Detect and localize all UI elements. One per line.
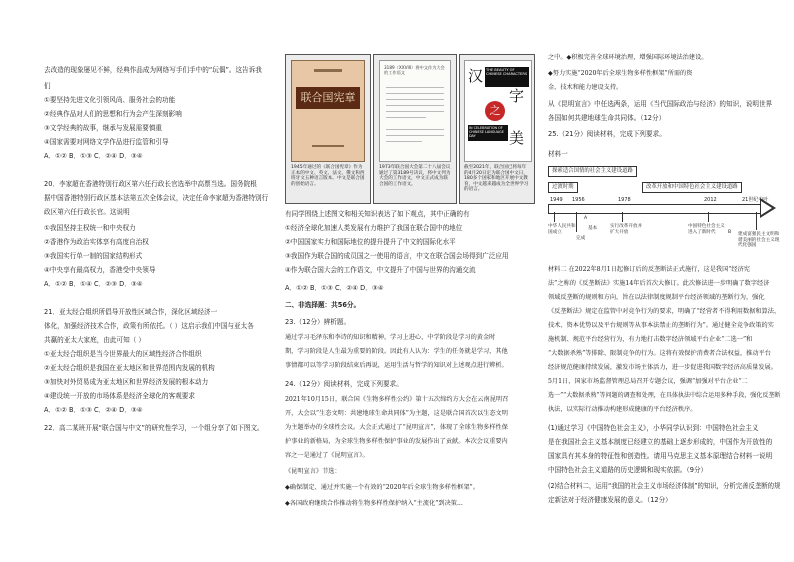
timeline-label: 基本 <box>588 226 598 231</box>
timeline-box-transition: 过渡时期 <box>548 182 578 193</box>
option-line: ①我国坚持主权统一和中央权力 <box>44 224 136 232</box>
option-line: ①经济全球化加速人类发展有力维护了我国在联合国中的地位 <box>285 224 463 232</box>
option-line: ②中国国家实力和国际地位的提升提升了中文的国际化水平 <box>285 238 456 246</box>
option-line: ④中央享有最高权力，香港受中央领导 <box>44 266 156 274</box>
text-line: 共赢的亚太大家庭，由此可知（ ） <box>44 336 146 344</box>
text-line: “大数据杀熟”等排除、限制竞争的行为。这将有效保护消费者合法权益，推动平台 <box>548 350 771 357</box>
option-line: ②亚太经合组织是我国在亚太地区和世界范围内发展的机构 <box>44 364 215 372</box>
option-line: ①要坚持先进文化引领风尚、服务社会的功能 <box>44 96 176 104</box>
language-day-poster <box>464 60 532 162</box>
question-23: 23.（12分）辨析题。 <box>285 318 351 326</box>
timeline-year: 1978 <box>618 197 631 203</box>
poster-char-zhi: 之 <box>485 101 505 121</box>
text-line: 是在我国社会主义基本制度已经建立的基础上逐步形成的，中国作为开放性的 <box>548 438 773 446</box>
poster-char-han: 汉 <box>468 67 484 85</box>
material-two: 材料二 在2022年8月1日起修订后的反垄断法正式施行，这是我国“经济宪 <box>548 266 750 273</box>
text-line: 各国如何共建地球生命共同体。（12分） <box>548 114 666 122</box>
text-line: 定新法对于经济健康发展的意义。（12分） <box>548 496 672 504</box>
text-line: 从《昆明宣言》中任选两条，运用《当代国际政治与经济》的知识，说明世界 <box>548 100 773 108</box>
text-line: 技术、资本优势以及平台规则等从事本法禁止的垄断行为”。通过健全竞争政策的实 <box>548 322 774 329</box>
option-line: ③我国实行单一制的国家结构形式 <box>44 252 143 260</box>
text-line: ◆各国政府继续合作推动将生物多样性保护纳入“主流化”到决策... <box>285 500 463 507</box>
text-line: 经济规范健康持续发展，激发市场主体活力，进一步促进我国数字经济高质量发展。 <box>548 364 777 371</box>
figure-resolution-3189 <box>373 54 457 204</box>
resolution-heading: 3189（XXVIII）将中文作为大会的工作语文 <box>384 65 445 76</box>
option-line: ③加快对外贸易成为亚太地区和世界经济发展的根本动力 <box>44 378 209 386</box>
option-line: ③我国作为联合国的成员国之一使用的语言，中文在联合国会场得到广泛应用 <box>285 252 509 260</box>
text-line: 执法，以实际行动推动构建形成健康的平台经济秩序。 <box>548 406 697 413</box>
option-line: ②香港作为政治实体享有高度自治权 <box>44 238 149 246</box>
timeline-label: 中国特色社会主义进入了新时代 <box>688 224 725 235</box>
section-heading: 二、非选择题：共56分。 <box>285 301 361 309</box>
timeline-arrow-shaft <box>548 204 763 214</box>
text-line: 中国特色社会主义道路的历史逻辑和现实依据。（9分） <box>548 466 708 474</box>
text-line: 去改造的现象屡见不鲜，经典作品成为网络写手们手中的“玩偶”。这告诉我 <box>44 66 262 74</box>
timeline-year: 1956 <box>572 197 585 203</box>
question-22-stem: 有同学围绕上述图文和相关知识表达了如下观点，其中正确的有 <box>285 210 470 218</box>
timeline-box-explore: 探索适合国情的社会主义建设道路 <box>548 166 637 177</box>
timeline-label: 实行改革开放并扩大开放 <box>610 224 643 235</box>
figure-un-charter <box>285 54 371 204</box>
text-line: 体化，加强经济技术合作，政策有所依托。（ ）这启示我们中国与亚太各 <box>44 322 254 330</box>
text-line: 据中国香港特别行政区基本法第五次全体会议，决定任命李家超为香港特别行 <box>44 194 269 202</box>
poster-char-mei: 美 <box>509 129 525 147</box>
text-line: 通过学习毛泽东和李诗的知识和精神，学习上进心，中学阶段是学习的黄金时 <box>285 334 496 341</box>
timeline-label: A <box>584 216 588 221</box>
charter-book-image <box>291 60 365 162</box>
question-21: 21．亚太经合组织所倡导开放性区域合作，深化区域经济一 <box>44 308 218 316</box>
timeline-box-reform: 改革开放和中国特色社会主义建设道路 <box>642 182 742 193</box>
timeline-year: 2012 <box>704 197 717 203</box>
sub-question-1: (1)通过学习《中国特色社会主义》，小华同学认识到：中国特色社会主义 <box>548 424 759 432</box>
text-line: 政区第六任行政长官。这说明 <box>44 208 130 216</box>
text-line: 之中。◆积极完善全球环境治理，增强国际环境法治建设。 <box>548 54 708 61</box>
text-line: ◆确保制定、通过并实施一个有效的“2020年后全球生物多样性框架”。 <box>285 484 479 491</box>
question-25: 25.（21分）阅读材料，完成下列要求。 <box>548 130 666 138</box>
text-line: 金、技术和能力建设支持。 <box>548 84 623 91</box>
text-line: 护事业的新格局，为全球生物多样性保护事业的发展作出了贡献。本次会议重要内 <box>285 438 508 445</box>
text-line: ◆努力实施“2020年后全球生物多样性框架”所需的资 <box>548 70 693 77</box>
question-24: 24.（12分）阅读材料，完成下列要求。 <box>285 380 403 388</box>
poster-en2-box: IN CELEBRATION OF CHINESE LANGUAGE DAY <box>468 125 508 141</box>
text-line: 为主题举办的全球性会议。大会正式通过了“昆明宣言”，体现了全球生物多样性保 <box>285 424 508 431</box>
answer-choices: A．①② B．①④ C．②③ D．③④ <box>44 280 143 288</box>
figure-caption: 1945年通过的《联合国宪章》作为正本的中文、英文、法文、俄文和西班牙文五种语言版本。中文是联合国的创始语言。 <box>291 165 365 187</box>
text-line: 《昆明宣言》节选： <box>285 468 341 475</box>
timeline-label: B <box>728 230 732 235</box>
poster-char-zi: 字 <box>509 87 525 105</box>
timeline-year: 1949 <box>550 197 563 203</box>
question-20: 20．李家超在香港特别行政区第六任行政长官选举中高票当选。国务院根 <box>44 180 257 188</box>
answer-choices: A．①② B．①③ C．②④ D．③④ <box>44 152 143 160</box>
timeline-label: 中华人民共和国成立 <box>548 224 576 235</box>
column-3 <box>548 0 780 562</box>
text-line: 开，大会以“生态文明：共建地球生命共同体”为主题，这是联合国首次以生态文明 <box>285 410 508 417</box>
poster-en-box: THE BEAUTY OF CHINESE CHARACTERS <box>485 67 529 87</box>
text-line: 《反垄断法》规定在监管中对竞争行为的要求，明确了“经营者不得利用数据和算法、 <box>548 308 781 315</box>
figure-caption: 1973年联合国大会第二十八届会议通过了第3189号决议，将中文列为大会的工作语文，中文正式成为联合国的工作语文。 <box>379 165 451 187</box>
text-line: 国家具有其本身的特征性和创造性。请用马克思主义基本原理结合材料一说明 <box>548 452 773 460</box>
sub-question-2: (2)结合材料二，运用“我国的社会主义市场经济体制”的知识，分析完善反垄断的规 <box>548 482 781 490</box>
column-1 <box>44 0 274 562</box>
option-line: ②经典作品对人们的思想和行为会产生深刻影响 <box>44 110 182 118</box>
text-line: 领域反垄断的规则和方向，旨在以法律制度规制平台经济领域的垄断行为，强化 <box>548 294 765 301</box>
question-22: 22．高二某班开展“联合国与中文”的研究性学习，一个组分享了如下图文。 <box>44 424 264 432</box>
text-line: 期，学习阶段是人生最为重要的阶段。因此有人认为：学生的任务就是学习，其他 <box>285 348 508 355</box>
figure-chinese-language-day <box>459 54 535 204</box>
charter-title: 联合国宪章 <box>296 87 360 109</box>
timeline-year: 21世纪中叶 <box>742 197 769 203</box>
text-line: 容之一是通过了《昆明宣言》。 <box>285 452 369 459</box>
option-line: ③文学经典的故事，继承与发展需要慎重 <box>44 124 163 132</box>
text-line: 2021年10月15日，联合国《生物多样性公约》第十五次缔约方大会在云南昆明召 <box>285 396 509 403</box>
timeline-label: 建成富强民主文明和谐美丽的社会主义现代化强国 <box>738 232 780 249</box>
answer-choices: A．①② B．①③ C．②④ D．③④ <box>285 284 384 292</box>
timeline-diagram <box>548 166 780 262</box>
answer-choices: A．①② B．①③ C．②④ D．③④ <box>44 406 143 414</box>
option-line: ④作为联合国大会的工作语文，中文提升了中国与世界的沟通交流 <box>285 266 476 274</box>
text-line: 施机制、规范平台经营行为，有力地打击数字经济领域平台企业“二选一”和 <box>548 336 753 343</box>
text-line: 事情都可以等学习阶段结束后再说，运用生活与哲学的知识对上述观点进行辨析。 <box>285 362 508 369</box>
text-line: 5月1日，国家市场监督管理总局召开专题会议，强调“加强对平台企业“二 <box>548 378 748 385</box>
option-line: ①亚太经合组织是当今世界最大的区域性经济合作组织 <box>44 350 202 358</box>
text-line: 法”之称的《反垄断法》实施14年后首次大修订。此次修法进一步明确了数字经济 <box>548 280 770 287</box>
resolution-document-image <box>379 60 451 162</box>
figure-caption: 截至2021年，联合国已将每年的4月20日定为联合国中文日，180多个国家和地区开展中文教育，中文越来越成为全世界学习的语言。 <box>464 165 529 193</box>
timeline-label: 完成 <box>576 236 586 241</box>
option-line: ④国家需要对网络文学作品进行监管和引导 <box>44 138 169 146</box>
text-line: 选一”“大数据杀熟”等问题的调查和处理，在具体执法中综合运用多种手段，强化反垄断 <box>548 392 781 399</box>
option-line: ④建设统一开放的市场体系是经济全球化的客观要求 <box>44 392 195 400</box>
column-2 <box>285 0 533 562</box>
text-line: 们 <box>44 82 51 90</box>
material-one-label: 材料一 <box>548 150 568 158</box>
